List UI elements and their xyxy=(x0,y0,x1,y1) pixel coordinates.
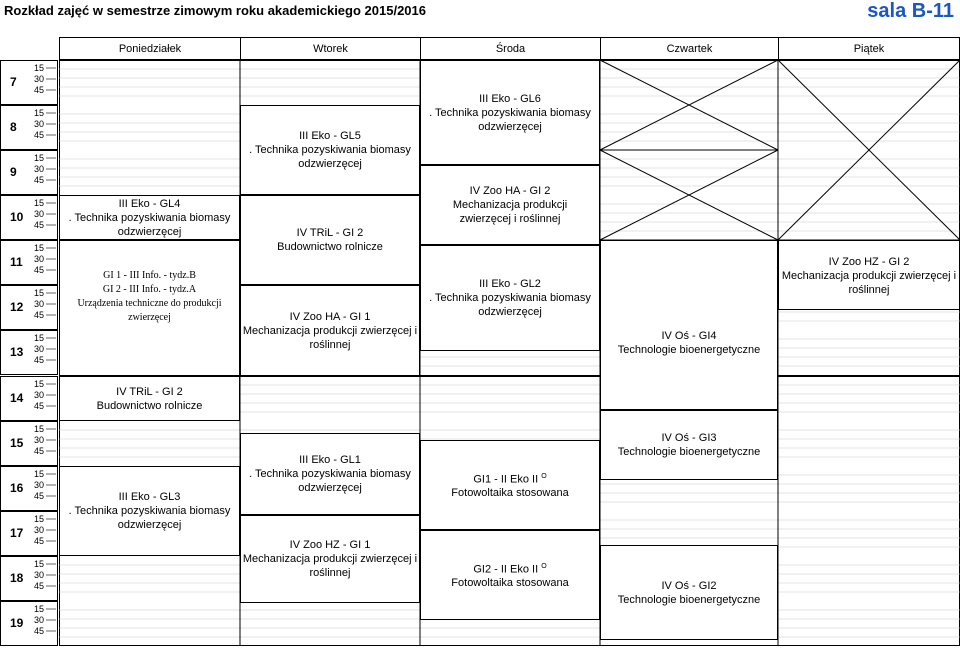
day-header-wednesday: Środa xyxy=(420,37,600,60)
quarter-label: 45 xyxy=(34,626,45,636)
quarter-label: 30 xyxy=(34,74,45,84)
event-subject-cont: zwierzęcej i roślinnej xyxy=(459,213,561,225)
event-wed-zoo[interactable] xyxy=(420,165,600,245)
hour-number: 14 xyxy=(10,391,24,405)
event-subject: Fotowoltaika stosowana xyxy=(451,487,569,500)
event-title: III Eko - GL4 xyxy=(118,197,181,210)
hour-cell xyxy=(0,285,58,330)
quarter-label: 30 xyxy=(34,209,45,219)
event-title: IV Zoo HA - GI 2 xyxy=(469,185,551,197)
quarter-label: 30 xyxy=(34,435,45,445)
quarter-label: 30 xyxy=(34,570,45,580)
quarter-label: 45 xyxy=(34,491,45,501)
quarter-label: 30 xyxy=(34,390,45,400)
event-subject: Mechanizacja produkcji xyxy=(452,199,568,211)
quarter-label: 15 xyxy=(34,514,45,524)
event-tue-gl5[interactable] xyxy=(240,105,420,195)
event-title: IV Zoo HA - GI 1 xyxy=(289,310,371,323)
quarter-label: 30 xyxy=(34,344,45,354)
quarter-label: 45 xyxy=(34,130,45,140)
quarter-label: 45 xyxy=(34,401,45,411)
hour-cell xyxy=(0,240,58,285)
event-title: III Eko - GL2 xyxy=(479,278,541,290)
event-subject-cont: odzwierzęcej xyxy=(117,519,182,531)
hour-cell xyxy=(0,60,58,105)
event-group-2: GI 2 - III Info. - tydz.A xyxy=(102,284,197,295)
event-title: III Eko - GL6 xyxy=(479,92,541,105)
event-title: GI2 - II Eko II $^O$ xyxy=(473,562,547,576)
event-tue-tril[interactable] xyxy=(240,195,420,285)
event-title: III Eko - GL1 xyxy=(299,454,361,466)
quarter-label: 45 xyxy=(34,310,45,320)
event-subject: . Technika pozyskiwania biomasy xyxy=(68,211,231,224)
hour-number: 17 xyxy=(10,526,24,540)
event-subject-cont: roślinnej xyxy=(309,338,351,351)
day-header-monday: Poniedziałek xyxy=(59,37,240,60)
quarter-label: 45 xyxy=(34,581,45,591)
event-mon-tril[interactable] xyxy=(59,376,240,421)
room-label: sala B-11 xyxy=(867,0,954,22)
quarter-label: 15 xyxy=(34,559,45,569)
event-wed-gl2[interactable] xyxy=(420,245,600,351)
event-title: IV Oś - GI4 xyxy=(661,330,717,342)
event-subject: Budownictwo rolnicze xyxy=(277,241,383,253)
hour-cell xyxy=(0,421,58,466)
quarter-label: 45 xyxy=(34,220,45,230)
page-title: Rozkład zajęć w semestrze zimowym roku akademickiego 2015/2016 xyxy=(4,3,426,18)
event-subject: . Technika pozyskiwania biomasy xyxy=(429,106,591,119)
quarter-label: 30 xyxy=(34,615,45,625)
quarter-label: 15 xyxy=(34,604,45,614)
day-header-friday: Piątek xyxy=(778,37,960,60)
event-thu-os2[interactable] xyxy=(600,545,778,640)
event-mon-gl4[interactable] xyxy=(59,195,240,240)
hour-number: 16 xyxy=(10,481,24,495)
quarter-label: 45 xyxy=(34,175,45,185)
event-subject-cont: odzwierzęcej xyxy=(298,158,362,170)
hour-cell xyxy=(0,105,58,150)
event-subject: . Technika pozyskiwania biomasy xyxy=(249,144,411,156)
hour-number: 11 xyxy=(10,255,23,269)
event-title: IV Zoo HZ - GI 2 xyxy=(828,256,910,268)
event-tue-gl1[interactable] xyxy=(240,433,420,515)
hour-cell xyxy=(0,601,58,646)
quarter-label: 45 xyxy=(34,446,45,456)
event-title: IV TRiL - GI 2 xyxy=(296,227,364,239)
event-subject-cont: roślinnej xyxy=(309,567,351,579)
event-subject: . Technika pozyskiwania biomasy xyxy=(429,292,591,304)
event-title: IV Oś - GI3 xyxy=(661,432,717,444)
quarter-label: 30 xyxy=(34,254,45,264)
event-subject: Mechanizacja produkcji zwierzęcej i xyxy=(781,270,957,282)
quarter-label: 15 xyxy=(34,379,45,389)
hour-cell xyxy=(0,195,58,240)
hour-number: 7 xyxy=(10,75,17,89)
event-group-1: GI 1 - III Info. - tydz.B xyxy=(103,270,196,281)
hour-number: 13 xyxy=(10,345,24,359)
event-subject: Fotowoltaika stosowana xyxy=(451,577,569,590)
event-subject: Urządzenia techniczne do produkcji xyxy=(77,298,222,309)
event-wed-fotowoltaika-2[interactable] xyxy=(420,530,600,620)
quarter-label: 15 xyxy=(34,424,45,434)
event-title: III Eko - GL3 xyxy=(118,491,181,503)
event-subject: Budownictwo rolnicze xyxy=(96,399,203,412)
quarter-label: 45 xyxy=(34,355,45,365)
event-title: GI1 - II Eko II $^O$ xyxy=(473,472,547,486)
event-subject-cont: odzwierzęcej xyxy=(478,120,542,133)
event-subject: Technologie bioenergetyczne xyxy=(617,446,761,458)
quarter-label: 15 xyxy=(34,243,45,253)
hour-number: 8 xyxy=(10,120,17,134)
hour-cell xyxy=(0,556,58,601)
event-subject: Technologie bioenergetyczne xyxy=(617,344,761,356)
event-wed-fotowoltaika-1[interactable] xyxy=(420,440,600,530)
event-tue-zoo[interactable] xyxy=(240,285,420,376)
hour-number: 12 xyxy=(10,300,24,314)
event-title: IV Oś - GI2 xyxy=(661,579,717,592)
event-fri-zoohz[interactable] xyxy=(778,240,960,310)
quarter-label: 15 xyxy=(34,153,45,163)
event-thu-os4[interactable] xyxy=(600,240,778,410)
event-title: IV TRiL - GI 2 xyxy=(116,385,183,398)
hour-number: 15 xyxy=(10,436,24,450)
quarter-label: 15 xyxy=(34,198,45,208)
hour-cell xyxy=(0,511,58,556)
quarter-label: 45 xyxy=(34,85,45,95)
event-subject: . Technika pozyskiwania biomasy xyxy=(249,468,411,480)
event-mon-gl3[interactable] xyxy=(59,466,240,556)
quarter-label: 30 xyxy=(34,480,45,490)
hour-number: 18 xyxy=(10,571,24,585)
day-header-thursday: Czwartek xyxy=(600,37,778,60)
event-subject: Technologie bioenergetyczne xyxy=(617,593,761,606)
hour-number: 9 xyxy=(10,165,17,179)
hour-cell xyxy=(0,466,58,511)
day-header-tuesday: Wtorek xyxy=(240,37,420,60)
quarter-label: 15 xyxy=(34,108,45,118)
event-subject: . Technika pozyskiwania biomasy xyxy=(68,505,231,517)
quarter-label: 45 xyxy=(34,265,45,275)
hour-cell xyxy=(0,376,58,421)
hour-cell xyxy=(0,150,58,195)
quarter-label: 15 xyxy=(34,288,45,298)
event-subject-cont: zwierzęcej xyxy=(128,312,171,323)
quarter-label: 45 xyxy=(34,536,45,546)
quarter-label: 30 xyxy=(34,119,45,129)
event-wed-gl6[interactable] xyxy=(420,60,600,165)
hour-number: 10 xyxy=(10,210,24,224)
event-title: IV Zoo HZ - GI 1 xyxy=(289,539,371,551)
event-tue-zoohz[interactable] xyxy=(240,515,420,603)
quarter-label: 15 xyxy=(34,333,45,343)
event-title: III Eko - GL5 xyxy=(299,130,361,142)
event-subject-cont: odzwierzęcej xyxy=(478,306,542,318)
event-subject: Mechanizacja produkcji zwierzęcej i xyxy=(242,324,418,337)
event-thu-os3[interactable] xyxy=(600,410,778,480)
event-subject-cont: roślinnej xyxy=(848,284,890,296)
quarter-label: 30 xyxy=(34,164,45,174)
event-subject: Mechanizacja produkcji zwierzęcej i xyxy=(242,553,418,565)
quarter-label: 15 xyxy=(34,63,45,73)
event-subject-cont: odzwierzęcej xyxy=(298,482,362,494)
hour-number: 19 xyxy=(10,616,24,630)
event-mon-info[interactable] xyxy=(59,240,240,376)
quarter-label: 15 xyxy=(34,469,45,479)
quarter-label: 30 xyxy=(34,299,45,309)
event-subject-cont: odzwierzęcej xyxy=(117,225,182,238)
hour-cell xyxy=(0,330,58,375)
quarter-label: 30 xyxy=(34,525,45,535)
